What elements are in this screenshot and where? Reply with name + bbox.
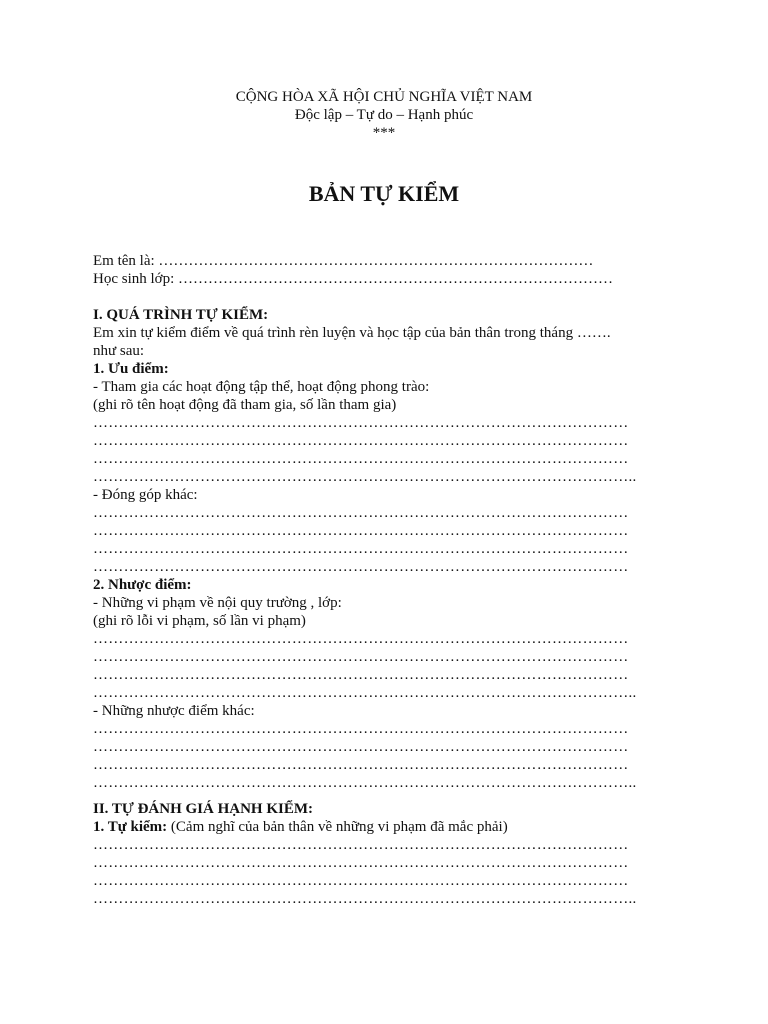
violations-prompt: - Những vi phạm về nội quy trường , lớp: [93,595,342,611]
name-field: Em tên là: …………………………………………………………………………… [93,253,594,269]
strengths-heading: 1. Ưu điểm: [93,361,169,377]
document-body [93,252,683,908]
dotted-line: …………………………………………………………………………………………… [93,873,629,889]
dotted-line: …………………………………………………………………………………………… [93,523,629,539]
dotted-line: …………………………………………………………………………………………….. [93,775,637,791]
section-1-intro: Em xin tự kiểm điểm về quá trình rèn luyện và học tập của bản thân trong tháng ……. [93,325,611,341]
self-check-line [93,818,683,836]
section-2-heading: II. TỰ ĐÁNH GIÁ HẠNH KIỂM: [93,801,314,817]
class-field: Học sinh lớp: …………………………………………………………………………… [93,271,614,287]
stars-divider: *** [372,125,396,141]
dotted-line: …………………………………………………………………………………………… [93,505,629,521]
weaknesses-heading: 2. Nhược điểm: [93,577,192,593]
dotted-line: …………………………………………………………………………………………… [93,739,629,755]
dotted-line: …………………………………………………………………………………………… [93,415,629,431]
other-contributions-prompt: - Đóng góp khác: [93,487,198,503]
document-header [0,88,768,142]
dotted-line: …………………………………………………………………………………………… [93,837,629,853]
dotted-line: …………………………………………………………………………………………….. [93,469,637,485]
dotted-line: …………………………………………………………………………………………… [93,433,629,449]
dotted-line: …………………………………………………………………………………………… [93,631,629,647]
dotted-line: …………………………………………………………………………………………….. [93,891,637,907]
dotted-line: …………………………………………………………………………………………… [93,451,629,467]
dotted-line: …………………………………………………………………………………………… [93,559,629,575]
dotted-line: …………………………………………………………………………………………… [93,667,629,683]
section-1-heading: I. QUÁ TRÌNH TỰ KIỂM: [93,307,269,323]
dotted-line: …………………………………………………………………………………………… [93,757,629,773]
section-1-intro-cont: như sau: [93,343,145,359]
self-check-label: 1. Tự kiểm: [93,819,168,835]
activities-note: (ghi rõ tên hoạt động đã tham gia, số lần tham gia) [93,397,397,413]
self-check-note: (Cảm nghĩ của bản thân về những vi phạm đã mắc phải) [167,819,508,835]
document-title: BẢN TỰ KIỂM [308,181,460,206]
dotted-line: …………………………………………………………………………………………… [93,721,629,737]
dotted-line: …………………………………………………………………………………………….. [93,685,637,701]
activities-prompt: - Tham gia các hoạt động tập thể, hoạt động phong trào: [93,379,430,395]
violations-note: (ghi rõ lỗi vi phạm, số lần vi phạm) [93,613,306,629]
dotted-line: …………………………………………………………………………………………… [93,649,629,665]
dotted-line: …………………………………………………………………………………………… [93,855,629,871]
other-weaknesses-prompt: - Những nhược điểm khác: [93,703,255,719]
dotted-line: …………………………………………………………………………………………… [93,541,629,557]
motto: Độc lập – Tự do – Hạnh phúc [294,107,474,123]
nation-heading: CỘNG HÒA XÃ HỘI CHỦ NGHĨA VIỆT NAM [235,89,533,105]
